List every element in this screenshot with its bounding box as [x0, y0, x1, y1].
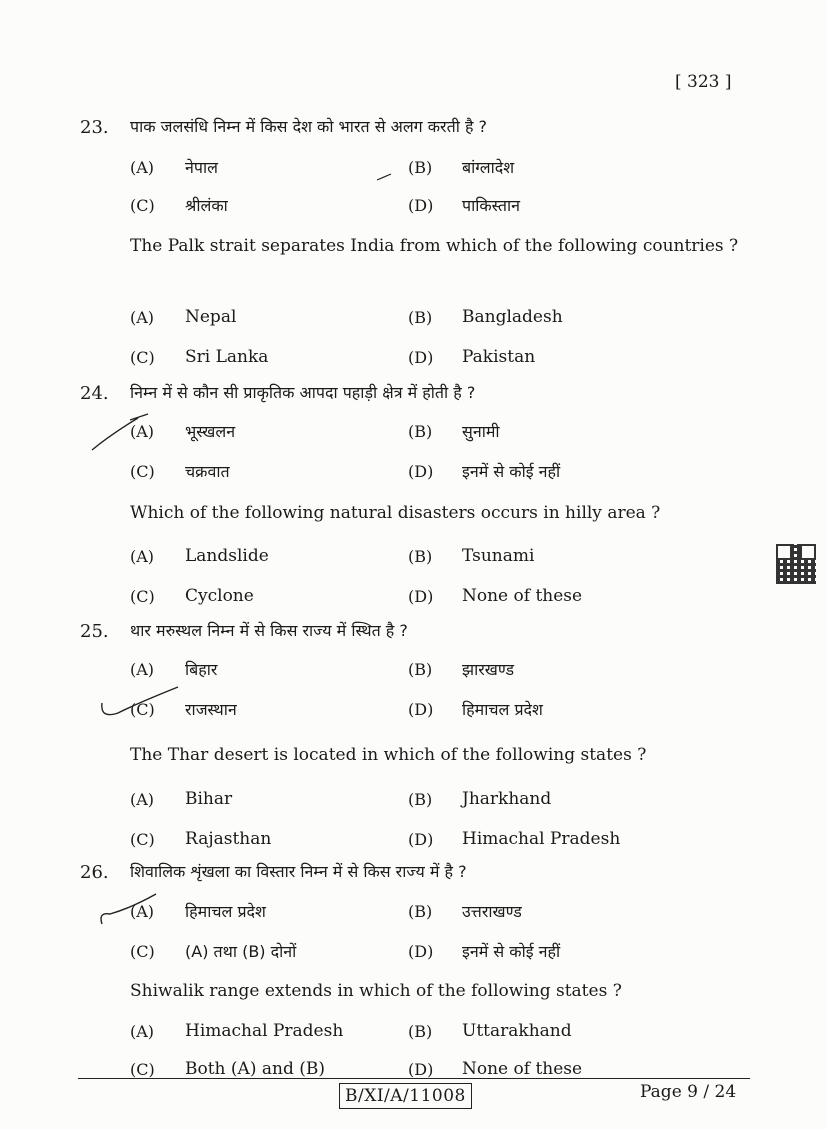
option-text-hindi: झारखण्ड — [462, 660, 515, 679]
option-label-hindi: (A) — [130, 660, 155, 679]
option-label-hindi: (A) — [130, 422, 155, 441]
question-number: 23. — [80, 117, 109, 138]
option-label-english: (C) — [130, 348, 155, 367]
option-label-hindi: (A) — [130, 158, 155, 177]
answer-tick-mark-icon — [96, 890, 166, 930]
question-text-english: Which of the following natural disasters occurs in hilly area ? — [130, 503, 661, 523]
question-text-english: Shiwalik range extends in which of the following states ? — [130, 981, 622, 1001]
option-text-hindi: इनमें से कोई नहीं — [462, 942, 561, 961]
option-label-english: (A) — [130, 547, 155, 566]
option-text-english: Himachal Pradesh — [185, 1021, 344, 1041]
option-text-hindi: हिमाचल प्रदेश — [462, 700, 543, 719]
option-label-english: (B) — [408, 308, 433, 327]
option-text-english: Landslide — [185, 546, 269, 566]
option-text-english: Pakistan — [462, 347, 536, 367]
option-label-english: (C) — [130, 830, 155, 849]
option-label-hindi: (C) — [130, 700, 155, 719]
option-label-english: (D) — [408, 1060, 434, 1079]
page-number: [ 323 ] — [675, 72, 732, 92]
option-label-hindi: (D) — [408, 196, 434, 215]
option-label-english: (A) — [130, 308, 155, 327]
option-label-english: (B) — [408, 790, 433, 809]
question-number: 24. — [80, 383, 109, 404]
stray-pen-mark-icon — [375, 170, 395, 184]
option-text-english: Cyclone — [185, 586, 254, 606]
question-text-hindi: थार मरुस्थल निम्न में से किस राज्य में स्थित है ? — [130, 621, 408, 640]
option-text-hindi: भूस्खलन — [185, 422, 236, 441]
option-text-hindi: सुनामी — [462, 422, 500, 441]
answer-tick-mark-icon — [90, 410, 160, 455]
option-text-hindi: श्रीलंका — [185, 196, 228, 215]
option-text-english: Bangladesh — [462, 307, 563, 327]
option-label-hindi: (C) — [130, 462, 155, 481]
option-text-hindi: (A) तथा (B) दोनों — [185, 942, 297, 961]
footer-rule — [78, 1078, 750, 1079]
option-text-english: Sri Lanka — [185, 347, 269, 367]
option-label-hindi: (D) — [408, 462, 434, 481]
option-text-hindi: नेपाल — [185, 158, 218, 177]
option-label-hindi: (B) — [408, 660, 433, 679]
option-label-hindi: (B) — [408, 902, 433, 921]
answer-tick-mark-icon — [98, 683, 188, 723]
option-text-hindi: उत्तराखण्ड — [462, 902, 522, 921]
option-label-english: (D) — [408, 830, 434, 849]
option-text-english: Both (A) and (B) — [185, 1059, 325, 1079]
option-label-english: (D) — [408, 587, 434, 606]
option-text-hindi: बांग्लादेश — [462, 158, 515, 177]
question-text-hindi: शिवालिक शृंखला का विस्तार निम्न में से किस राज्य में है ? — [130, 862, 467, 881]
option-text-english: None of these — [462, 586, 583, 606]
option-text-english: Tsunami — [462, 546, 535, 566]
option-label-hindi: (C) — [130, 196, 155, 215]
option-text-hindi: राजस्थान — [185, 700, 237, 719]
option-label-english: (A) — [130, 1022, 155, 1041]
option-text-english: Bihar — [185, 789, 233, 809]
question-text-hindi: पाक जलसंधि निम्न में किस देश को भारत से अलग करती है ? — [130, 117, 488, 136]
option-text-english: Jharkhand — [462, 789, 552, 809]
option-text-hindi: पाकिस्तान — [462, 196, 521, 215]
option-label-hindi: (D) — [408, 942, 434, 961]
option-label-english: (B) — [408, 547, 433, 566]
option-label-hindi: (B) — [408, 422, 433, 441]
option-label-english: (B) — [408, 1022, 433, 1041]
question-text-english: The Palk strait separates India from which of the following countries ? — [130, 236, 739, 256]
option-label-english: (C) — [130, 1060, 155, 1079]
option-text-hindi: बिहार — [185, 660, 218, 679]
option-label-english: (C) — [130, 587, 155, 606]
question-number: 26. — [80, 862, 109, 883]
question-text-hindi: निम्न में से कौन सी प्राकृतिक आपदा पहाड़ी क्षेत्र में होती है ? — [130, 383, 476, 402]
option-label-english: (D) — [408, 348, 434, 367]
option-label-hindi: (D) — [408, 700, 434, 719]
question-text-english: The Thar desert is located in which of the following states ? — [130, 745, 647, 765]
option-text-hindi: हिमाचल प्रदेश — [185, 902, 266, 921]
option-text-hindi: चक्रवात — [185, 462, 230, 481]
option-label-english: (A) — [130, 790, 155, 809]
option-label-hindi: (C) — [130, 942, 155, 961]
paper-code: B/XI/A/11008 — [339, 1083, 472, 1109]
option-text-english: Himachal Pradesh — [462, 829, 621, 849]
qr-code — [776, 544, 816, 584]
option-text-hindi: इनमें से कोई नहीं — [462, 462, 561, 481]
option-text-english: Rajasthan — [185, 829, 272, 849]
option-text-english: Uttarakhand — [462, 1021, 572, 1041]
page-of: Page 9 / 24 — [640, 1082, 737, 1102]
option-text-english: Nepal — [185, 307, 237, 327]
option-text-english: None of these — [462, 1059, 583, 1079]
question-number: 25. — [80, 621, 109, 642]
option-label-hindi: (B) — [408, 158, 433, 177]
option-label-hindi: (A) — [130, 902, 155, 921]
